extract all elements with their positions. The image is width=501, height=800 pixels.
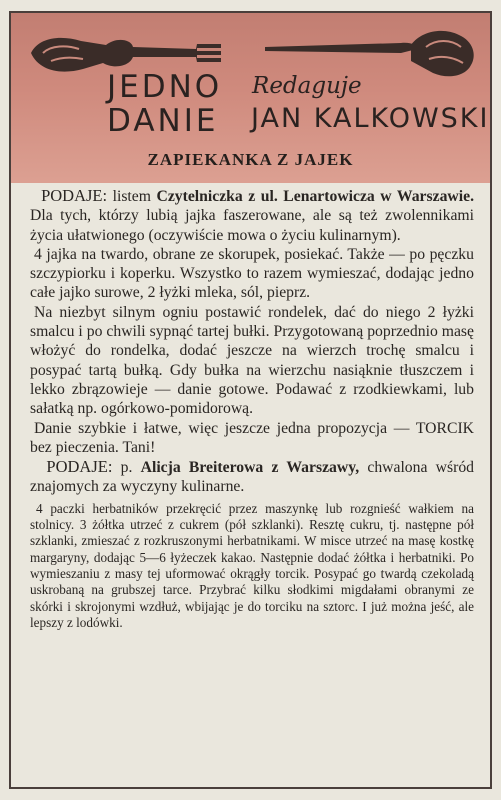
article-body bbox=[30, 186, 474, 631]
recipe2-source: Alicja Breiterowa z Warszawy, bbox=[140, 459, 360, 477]
recipe2-intro-paragraph bbox=[30, 457, 474, 497]
recipe1-intro-paragraph bbox=[30, 186, 474, 245]
recipe2-lead-label: PODAJE: bbox=[46, 457, 113, 477]
recipe2-lead-text: p. bbox=[112, 459, 141, 477]
editor-label: Redaguje bbox=[252, 73, 362, 99]
recipe2-body: 4 paczki herbatników przekręcić przez maszynkę lub rozgnieść wałkiem na stolnicy. 3 żółtka utrzeć z cukrem (pół szklanki). Resztę cukru, tj. następne pół szklanki, zmieszać z rozkruszonymi herbatnikami. W misce utrzeć na masę kostkę margaryny, dodając 5—6 łyżeczek kakao. Następnie dodać żółtka i herbatniki. Po wymieszaniu z masy tej uformować okrągły torcik. Posypać go twardą czekoladą uskrobaną na grubszej tarce. Przybrać kilku słodkimi migdałami obranymi ze skórki i skrojonymi wzdłuż, wbijając je do torciku na sztorc. I już można jeść, ale lepszy z lodówki. bbox=[30, 500, 474, 630]
article-title: ZAPIEKANKA Z JAJEK bbox=[147, 150, 354, 169]
recipe1-lead-text: listem bbox=[107, 188, 157, 205]
editor-name: JAN KALKOWSKI bbox=[251, 103, 490, 134]
recipe2-intro: chwalona wśród znajomych za wyczyny kulinarne. bbox=[30, 459, 475, 496]
recipe1-source: Czytelniczka z ul. Lenartowicza w Warszawie. bbox=[156, 188, 474, 205]
recipe1-paragraph-2: 4 jajka na twardo, obrane ze skorupek, posiekać. Także — po pęczku szczypiorku i koperku. Wszystko to razem wymieszać, dodając jedno całe jajko surowe, 2 łyżki mleka, sól, pieprz. bbox=[30, 245, 474, 302]
recipe1-lead-label: PODAJE: bbox=[41, 186, 108, 205]
masthead-danie: DANIE bbox=[107, 103, 219, 139]
recipe1-intro: Dla tych, którzy lubią jajka faszerowane, ale są też zwolennikami życia ułatwionego (oczywiście mowa o życiu kulinarnym). bbox=[30, 207, 474, 244]
masthead-jedno: JEDNO bbox=[107, 69, 223, 105]
recipe1-paragraph-3: Na niezbyt silnym ogniu postawić rondelek, dać do niego 2 łyżki smalcu i po chwili sypnąć tartej bułki. Przygotowaną poprzednio masę włożyć do rondelka, dodać jeszcze na wierzch trochę smalcu i posypać tartą bułką. Gdy bułka na wierzchu nasiąknie tłuszczem i lekko zbrązowieje — danie gotowe. Podawać z rzodkiewkami, lub sałatką np. ogórkowo-pomidorową. bbox=[30, 303, 474, 418]
recipe1-paragraph-4: Danie szybkie i łatwe, więc jeszcze jedna propozycja — TORCIK bez pieczenia. Tani! bbox=[30, 419, 474, 456]
